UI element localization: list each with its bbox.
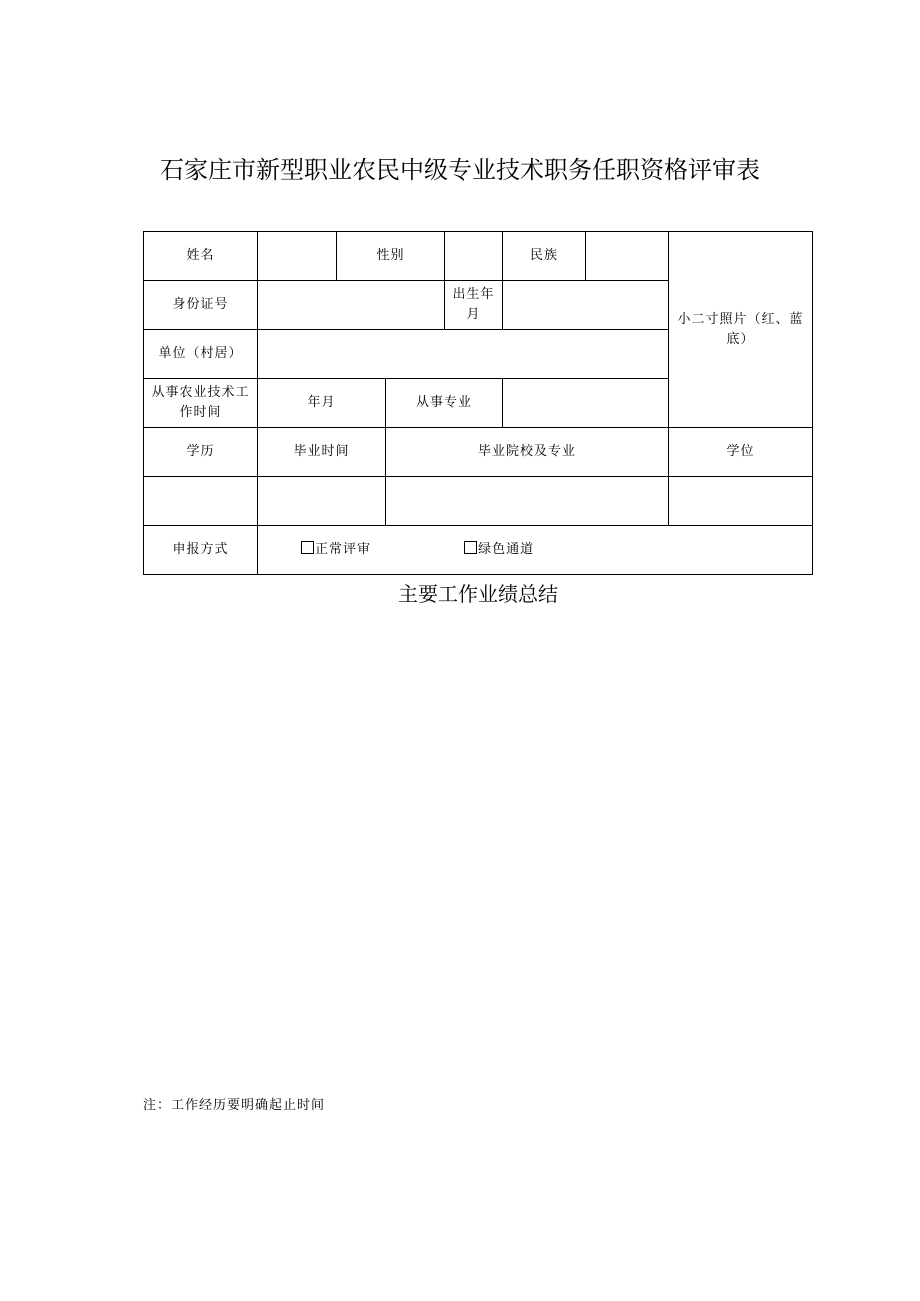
name-label: 姓名 <box>144 232 258 281</box>
option-green-channel-label: 绿色通道 <box>478 542 535 557</box>
school-major-label: 毕业院校及专业 <box>386 428 669 477</box>
degree-label: 学位 <box>669 428 813 477</box>
gender-field[interactable] <box>445 232 503 281</box>
name-field[interactable] <box>258 232 337 281</box>
graduation-time-field[interactable] <box>258 477 386 526</box>
option-normal-review-label: 正常评审 <box>315 542 372 557</box>
major-field[interactable] <box>503 379 669 428</box>
birth-date-label: 出生年月 <box>445 281 503 330</box>
gender-label: 性别 <box>337 232 445 281</box>
photo-placeholder[interactable]: 小二寸照片（红、蓝底） <box>669 232 813 428</box>
option-normal-review[interactable] <box>301 540 371 560</box>
apply-method-label: 申报方式 <box>144 526 258 575</box>
checkbox-icon[interactable] <box>464 541 477 554</box>
ethnicity-label: 民族 <box>503 232 586 281</box>
id-number-label: 身份证号 <box>144 281 258 330</box>
education-label: 学历 <box>144 428 258 477</box>
major-label: 从事专业 <box>386 379 503 428</box>
birth-date-field[interactable] <box>503 281 669 330</box>
ethnicity-field[interactable] <box>586 232 669 281</box>
section-title: 主要工作业绩总结 <box>398 582 558 606</box>
footnote: 注：工作经历要明确起止时间 <box>143 1098 326 1113</box>
option-green-channel[interactable] <box>464 540 534 560</box>
degree-field[interactable] <box>669 477 813 526</box>
checkbox-icon[interactable] <box>301 541 314 554</box>
work-time-field[interactable]: 年月 <box>258 379 386 428</box>
apply-method-options <box>258 526 813 575</box>
unit-label: 单位（村居） <box>144 330 258 379</box>
education-field[interactable] <box>144 477 258 526</box>
application-form-table <box>143 231 813 575</box>
school-major-field[interactable] <box>386 477 669 526</box>
work-time-label: 从事农业技术工作时间 <box>144 379 258 428</box>
unit-field[interactable] <box>258 330 669 379</box>
id-number-field[interactable] <box>258 281 445 330</box>
graduation-time-label: 毕业时间 <box>258 428 386 477</box>
document-title: 石家庄市新型职业农民中级专业技术职务任职资格评审表 <box>160 156 760 184</box>
